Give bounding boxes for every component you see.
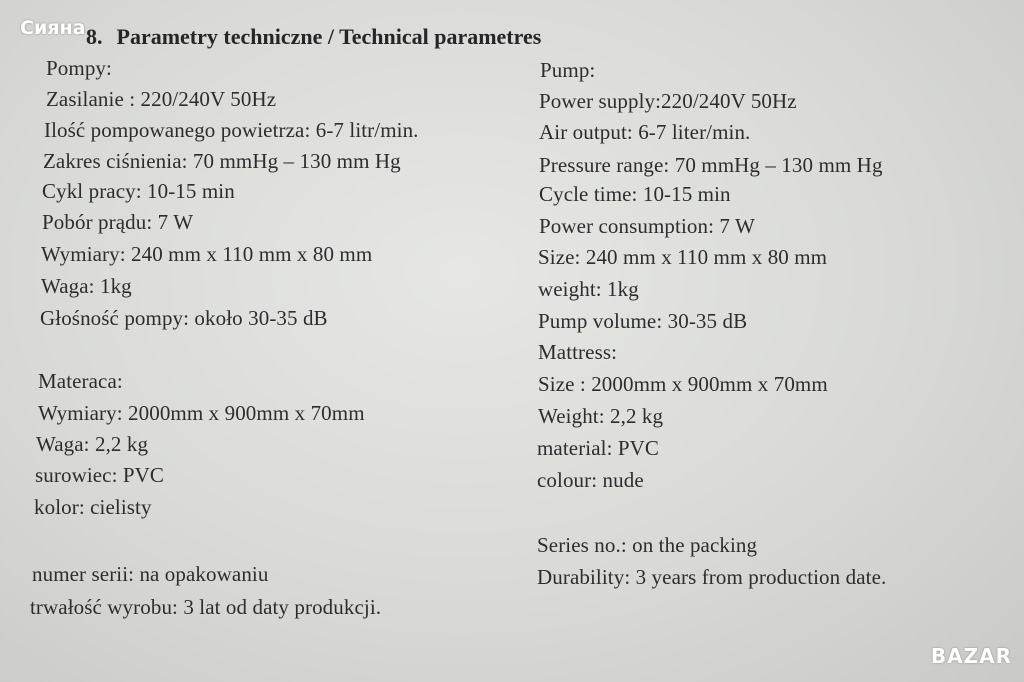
pl-pressure-range: Zakres ciśnienia: 70 mmHg – 130 mm Hg — [43, 149, 401, 173]
pl-mattress-heading: Materaca: — [38, 369, 123, 393]
en-cycle-time: Cycle time: 10-15 min — [539, 182, 731, 206]
en-pump-volume: Pump volume: 30-35 dB — [538, 309, 748, 333]
pl-power-supply: Zasilanie : 220/240V 50Hz — [46, 87, 277, 111]
en-colour: colour: nude — [537, 468, 644, 492]
pl-pump-weight: Waga: 1kg — [41, 274, 132, 298]
section-title: Parametry techniczne / Technical parametres — [116, 24, 542, 49]
en-pump-heading: Pump: — [540, 58, 596, 82]
en-power-supply: Power supply:220/240V 50Hz — [539, 89, 797, 113]
pl-power-consumption: Pobór prądu: 7 W — [42, 210, 194, 234]
en-series-number: Series no.: on the packing — [537, 533, 758, 557]
pl-mattress-weight: Waga: 2,2 kg — [36, 432, 149, 456]
en-material: material: PVC — [537, 436, 660, 460]
pl-pump-size: Wymiary: 240 mm x 110 mm x 80 mm — [41, 242, 373, 266]
pl-cycle-time: Cykl pracy: 10-15 min — [42, 179, 235, 203]
en-pump-size: Size: 240 mm x 110 mm x 80 mm — [538, 245, 828, 269]
en-pressure-range: Pressure range: 70 mmHg – 130 mm Hg — [539, 153, 883, 177]
pl-pump-heading: Pompy: — [46, 56, 112, 80]
pl-material: surowiec: PVC — [35, 463, 165, 487]
pl-air-output: Ilość pompowanego powietrza: 6-7 litr/min. — [44, 118, 419, 142]
en-pump-weight: weight: 1kg — [538, 277, 639, 301]
section-number: 8. — [86, 24, 103, 49]
en-air-output: Air output: 6-7 liter/min. — [539, 120, 751, 144]
en-mattress-size: Size : 2000mm x 900mm x 70mm — [538, 372, 828, 396]
en-power-consumption: Power consumption: 7 W — [539, 214, 755, 238]
pl-colour: kolor: cielisty — [34, 495, 152, 519]
pl-series-number: numer serii: na opakowaniu — [32, 562, 269, 586]
pl-durability: trwałość wyrobu: 3 lat od daty produkcji. — [30, 595, 382, 619]
en-mattress-weight: Weight: 2,2 kg — [538, 404, 664, 428]
section-heading — [86, 24, 541, 50]
en-mattress-heading: Mattress: — [538, 340, 618, 364]
seller-watermark: Сияна — [20, 17, 86, 39]
pl-mattress-size: Wymiary: 2000mm x 900mm x 70mm — [38, 401, 365, 425]
pl-pump-volume: Głośność pompy: około 30-35 dB — [40, 306, 328, 330]
en-durability: Durability: 3 years from production date. — [537, 565, 887, 589]
marketplace-logo: BAZAR — [930, 644, 1012, 668]
